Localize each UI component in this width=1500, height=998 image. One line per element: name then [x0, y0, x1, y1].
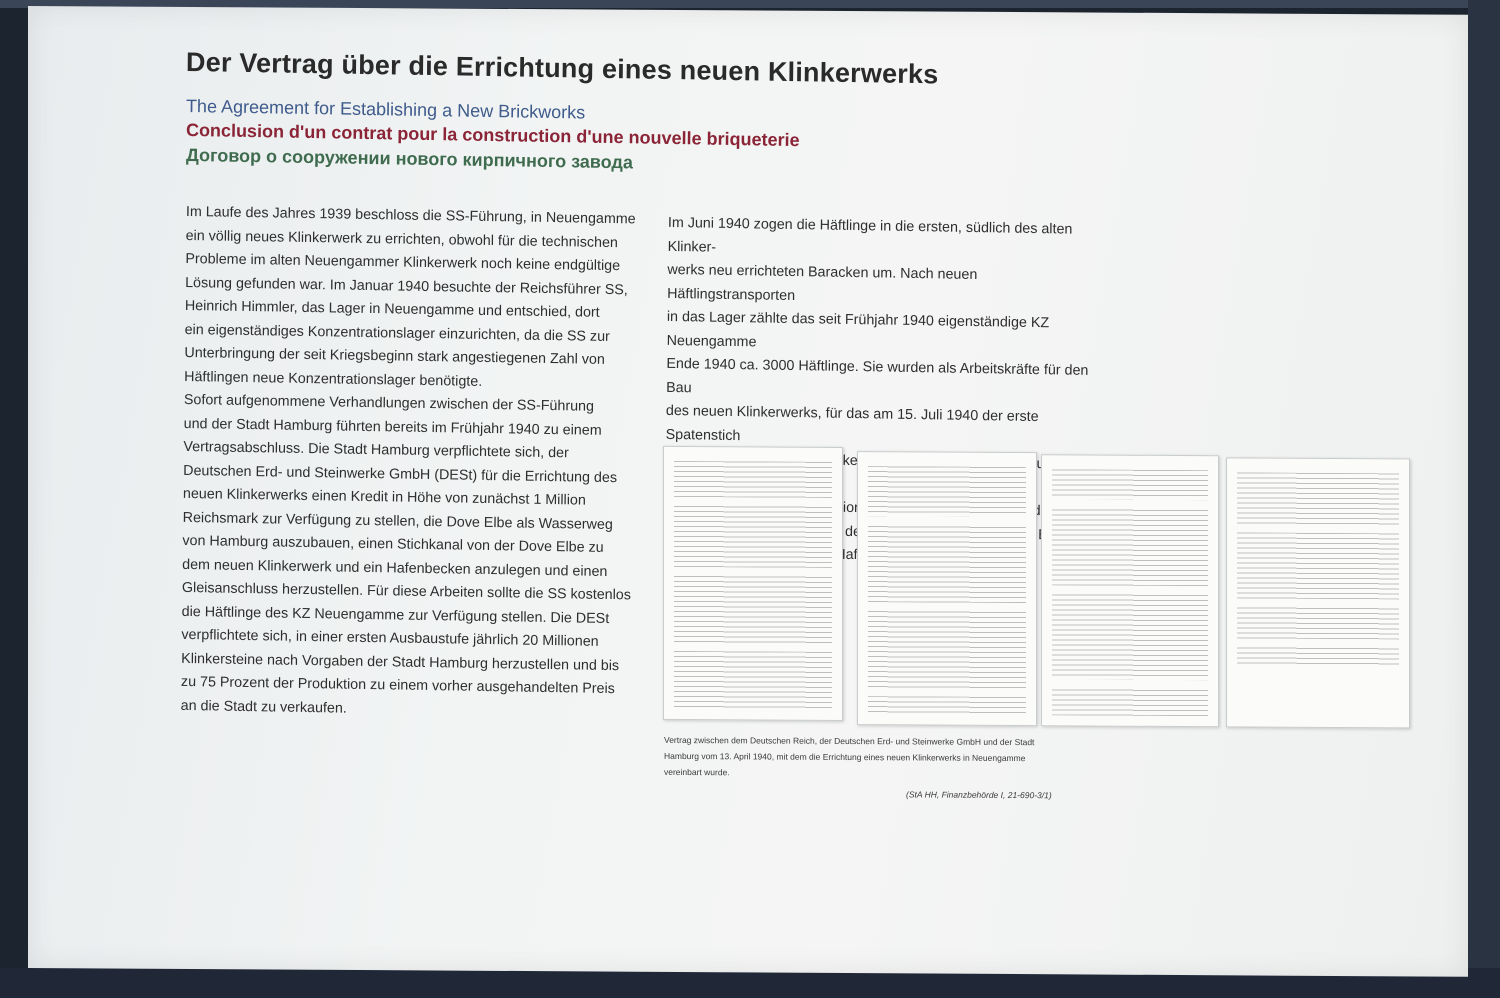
- contract-page-1: [663, 446, 843, 721]
- body-text-right-column: Im Juni 1940 zogen die Häftlinge in die ersten, südlich des alten Klinker- werks neu errichteten Baracken um. Nach neuen Häftlingstransporten in das Lager zählte das seit Frühjahr 1940 eigenständige KZ Neuengamme Ende 1940 ca. 3000 Häftlinge. Sie wurden als Arbeitskräfte für den Bau des neuen Klinkerwerks, für das am 15. Juli 1940 der erste Spatenstich Klinkerwerk: [665, 214, 1089, 470]
- subtitle-french: Conclusion d'un contrat pour la construction d'une nouvelle briqueterie: [185, 119, 800, 151]
- contract-page-4: [1226, 457, 1410, 728]
- display-frame-right: [1468, 0, 1500, 998]
- panel-title: Der Vertrag über die Errichtung eines neuen Klinkerwerks: [185, 46, 939, 90]
- body-text-left-column: Im Laufe des Jahres 1939 beschloss die SS-Führung, in Neuengamme ein völlig neues Klinkerwerk zu errichten, obwohl für die technischen Probleme im alten Neuengammer Klinkerwerk noch keine endgültige Lösung gefunden war. Im Januar 1940 besuchte der Reichsführer SS, Heinrich Himmler, das Lager in Neuengamme und entschied, dort ein eigenständiges Konzentrationslager einzurichten, da die SS zur Unterbringung der seit Kriegsbeginn stark angestiegenen Zahl von Häftlingen neue Konzentrationslager benötigte. Sofort aufgenommene Verhandlungen zwischen der SS-Führung und der Stadt Hamburg führten bereits im Frühjahr 1940 zu einem Vertragsabschluss. Die Stadt Hamburg verpflichtete sich, der Deutschen Erd- und Steinwerke GmbH (DESt) für die Errichtung des neuen Klinkerwerks einen Kredit in Höhe von zunächst 1 Million Reichsmark zur Verfügung zu stellen, die Dove Elbe als Wasserweg von Hamburg auszubauen, einen Stichkanal von der Dove Elbe zu dem neuen Klinkerwerk und ein Hafenbecken anzulegen und einen Gleisanschluss herzustellen. Für diese Arbeiten sollte die SS kostenlos die Häftlinge des KZ Neuengamme zur Verfügung stellen. Die DESt verpflichtete sich, in einer ersten Ausbaustufe jährlich 20 Millionen Klinkersteine nach Vorgaben der Stadt Hamburg herzustellen und bis zu 75 Prozent der Produktion zu einem vorher ausgehandelten Preis an die Stadt zu verkaufen.: [180, 203, 636, 717]
- contract-page-2: [857, 451, 1037, 726]
- exhibition-panel: [28, 6, 1468, 977]
- facsimile-caption: Vertrag zwischen dem Deutschen Reich, der Deutschen Erd- und Steinwerke GmbH und der Stadt Hamburg vom 13. April 1940, mit dem die Errichtung eines neuen Klinkerwerks in Neuengamme vereinbart wurde.: [664, 734, 1035, 778]
- subtitle-russian: Договор о сооружении нового кирпичного завода: [185, 144, 633, 173]
- subtitle-english: The Agreement for Establishing a New Brickworks: [185, 95, 586, 123]
- archive-source-reference: (StA HH, Finanzbehörde I, 21-690-3/1): [906, 789, 1052, 801]
- contract-page-3: [1041, 454, 1219, 727]
- contract-document-facsimiles: [663, 446, 1423, 731]
